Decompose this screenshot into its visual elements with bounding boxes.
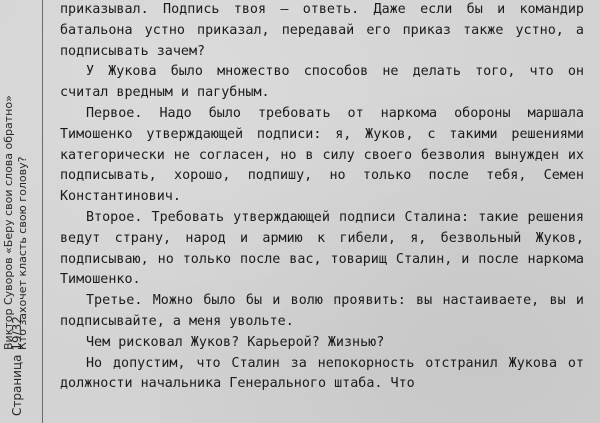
book-title: Виктор Суворов «Беру свои слова обратно» — [2, 95, 15, 350]
book-info — [2, 95, 30, 350]
paragraph: Чем рисковал Жуков? Карьерой? Жизнью? — [86, 334, 385, 350]
paragraph-continuation: приказывал. Подпись твоя – ответь. Даже если бы и командир батальона устно приказал, передавай его приказ также устно, а подписывать зачем? — [60, 2, 584, 59]
chapter-title: Кто захочет класть свою голову? — [16, 156, 29, 350]
page-text — [60, 0, 584, 395]
paragraph: Первое. Надо было требовать от наркома обороны маршала Тимошенко утверждающей подписи: я, Жуков, с такими решениями категорически не согласен, но в силу своего безволия вынужден их подписывать, хорошо, подпишу, но только после тебя, Семен Константинович. — [60, 105, 584, 205]
paragraph: У Жукова было множество способов не делать того, что он считал вредным и пагубным. — [60, 64, 584, 101]
margin-divider — [42, 0, 43, 423]
page-number: Страница 19/32 — [10, 316, 24, 416]
paragraph: Третье. Можно было бы и волю проявить: вы настаиваете, вы и подписывайте, а меня увольте. — [60, 293, 584, 329]
paragraph: Но допустим, что Сталин за непокорность отстранил Жукова от должности начальника Генерального штаба. Что — [60, 355, 584, 392]
page-sidebar — [2, 6, 38, 416]
paragraph: Второе. Требовать утверждающей подписи Сталина: такие решения ведут страну, народ и армию к гибели, я, безвольный Жуков, подписываю, но только после вас, товарищ Сталин, и после наркома Тимошенко. — [60, 209, 584, 288]
